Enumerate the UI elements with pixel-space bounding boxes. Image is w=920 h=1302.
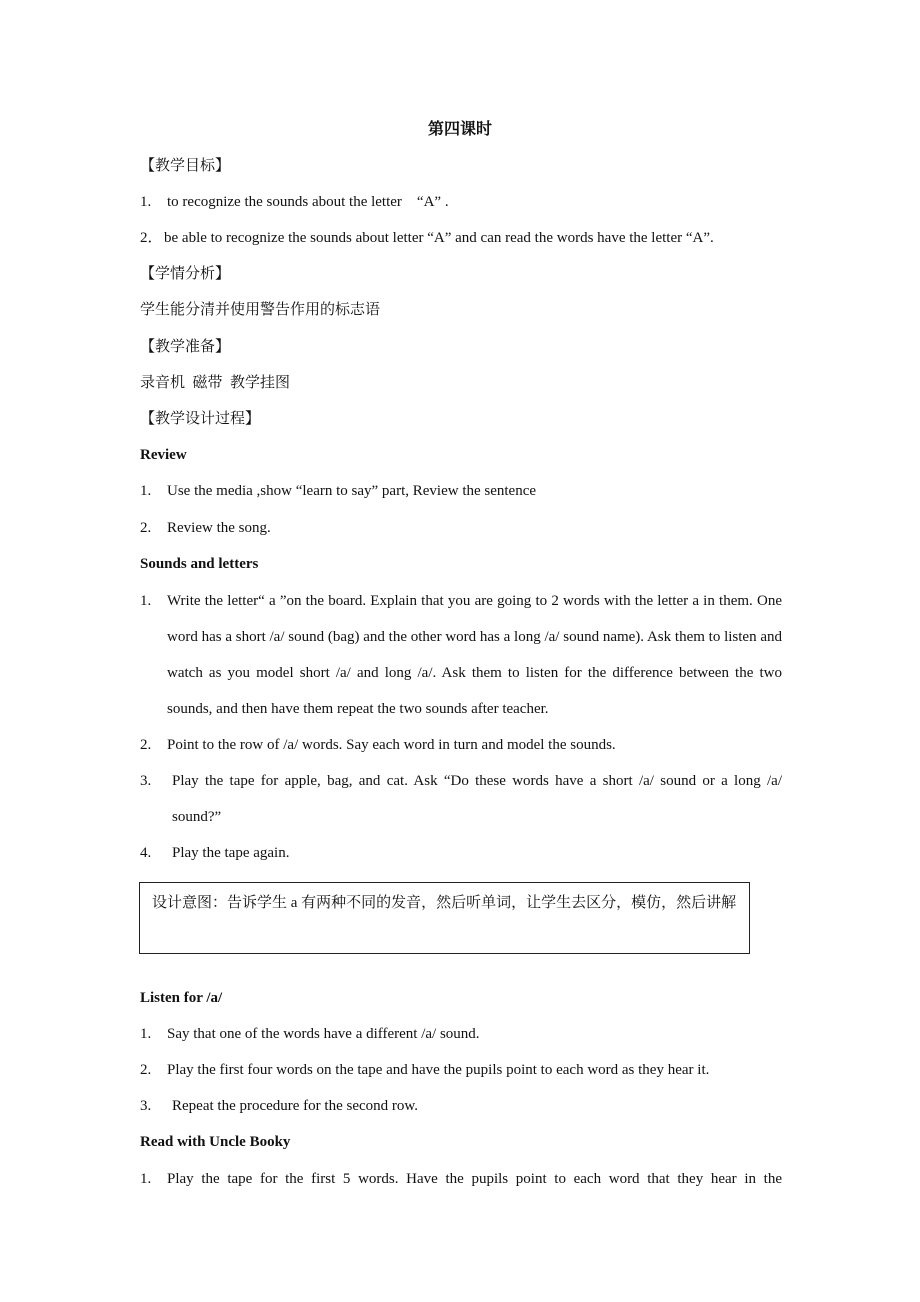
analysis-text: 学生能分清并使用警告作用的标志语: [140, 302, 381, 318]
list-item-text: Say that one of the words have a different /a/ sound.: [167, 1026, 480, 1042]
list-item-number: 1.: [140, 593, 152, 609]
design-note-box: [139, 882, 750, 954]
list-item-text: Point to the row of /a/ words. Say each word in turn and model the sounds.: [167, 737, 616, 753]
list-item-text: Repeat the procedure for the second row.: [172, 1098, 419, 1114]
list-item-text: to recognize the sounds about the letter “A” .: [167, 194, 449, 210]
list-item-number: 1.: [140, 194, 152, 210]
list-item-number: 3.: [140, 773, 152, 789]
list-item-number: 1.: [140, 1171, 152, 1187]
review-heading: Review: [140, 447, 187, 463]
design-note-text: 设计意图：告诉学生 a 有两种不同的发音，然后听单词，让学生去区分，模仿，然后讲解: [152, 895, 737, 911]
preparation-heading: 【教学准备】: [140, 339, 231, 355]
list-item-number: 2.: [140, 1062, 152, 1078]
process-heading: 【教学设计过程】: [140, 411, 261, 427]
objectives-heading: 【教学目标】: [140, 158, 231, 174]
list-item-text: Play the tape again.: [172, 845, 290, 861]
list-item-number: 2.: [140, 737, 152, 753]
list-item-number: 3.: [140, 1098, 152, 1114]
list-item-text: Write the letter“ a ”on the board. Explain that you are going to 2 words with the letter a in them. One word has a short /a/ sound (bag) and the other word has a long /a/ sound name). Ask them to listen and watch as you model short /a/ and long /a/. Ask them to listen for the difference between the two sounds, and then have them repeat the two sounds after teacher.: [167, 593, 782, 717]
list-item-text: Use the media ,show “learn to say” part, Review the sentence: [167, 483, 537, 499]
list-item-number: 4.: [140, 845, 152, 861]
read-heading: Read with Uncle Booky: [140, 1134, 291, 1150]
list-item-number: 1.: [140, 483, 152, 499]
list-item-text: Review the song.: [167, 520, 271, 536]
list-item-text: Play the tape for apple, bag, and cat. Ask “Do these words have a short /a/ sound or a long /a/ sound?”: [172, 773, 782, 825]
sounds-letters-heading: Sounds and letters: [140, 556, 259, 572]
list-item-number: 2．: [140, 230, 163, 246]
list-item-text: Play the tape for the first 5 words. Have the pupils point to each word that they hear in the: [167, 1171, 782, 1187]
list-item-text: Play the first four words on the tape and have the pupils point to each word as they hear it.: [167, 1062, 710, 1078]
page-title: 第四课时: [427, 121, 492, 138]
listen-heading: Listen for /a/: [140, 990, 223, 1006]
analysis-heading: 【学情分析】: [140, 266, 231, 282]
list-item-text: be able to recognize the sounds about letter “A” and can read the words have the letter “A”.: [164, 230, 714, 246]
preparation-text: 录音机 磁带 教学挂图: [140, 375, 291, 391]
list-item-number: 1.: [140, 1026, 152, 1042]
list-item-number: 2.: [140, 520, 152, 536]
